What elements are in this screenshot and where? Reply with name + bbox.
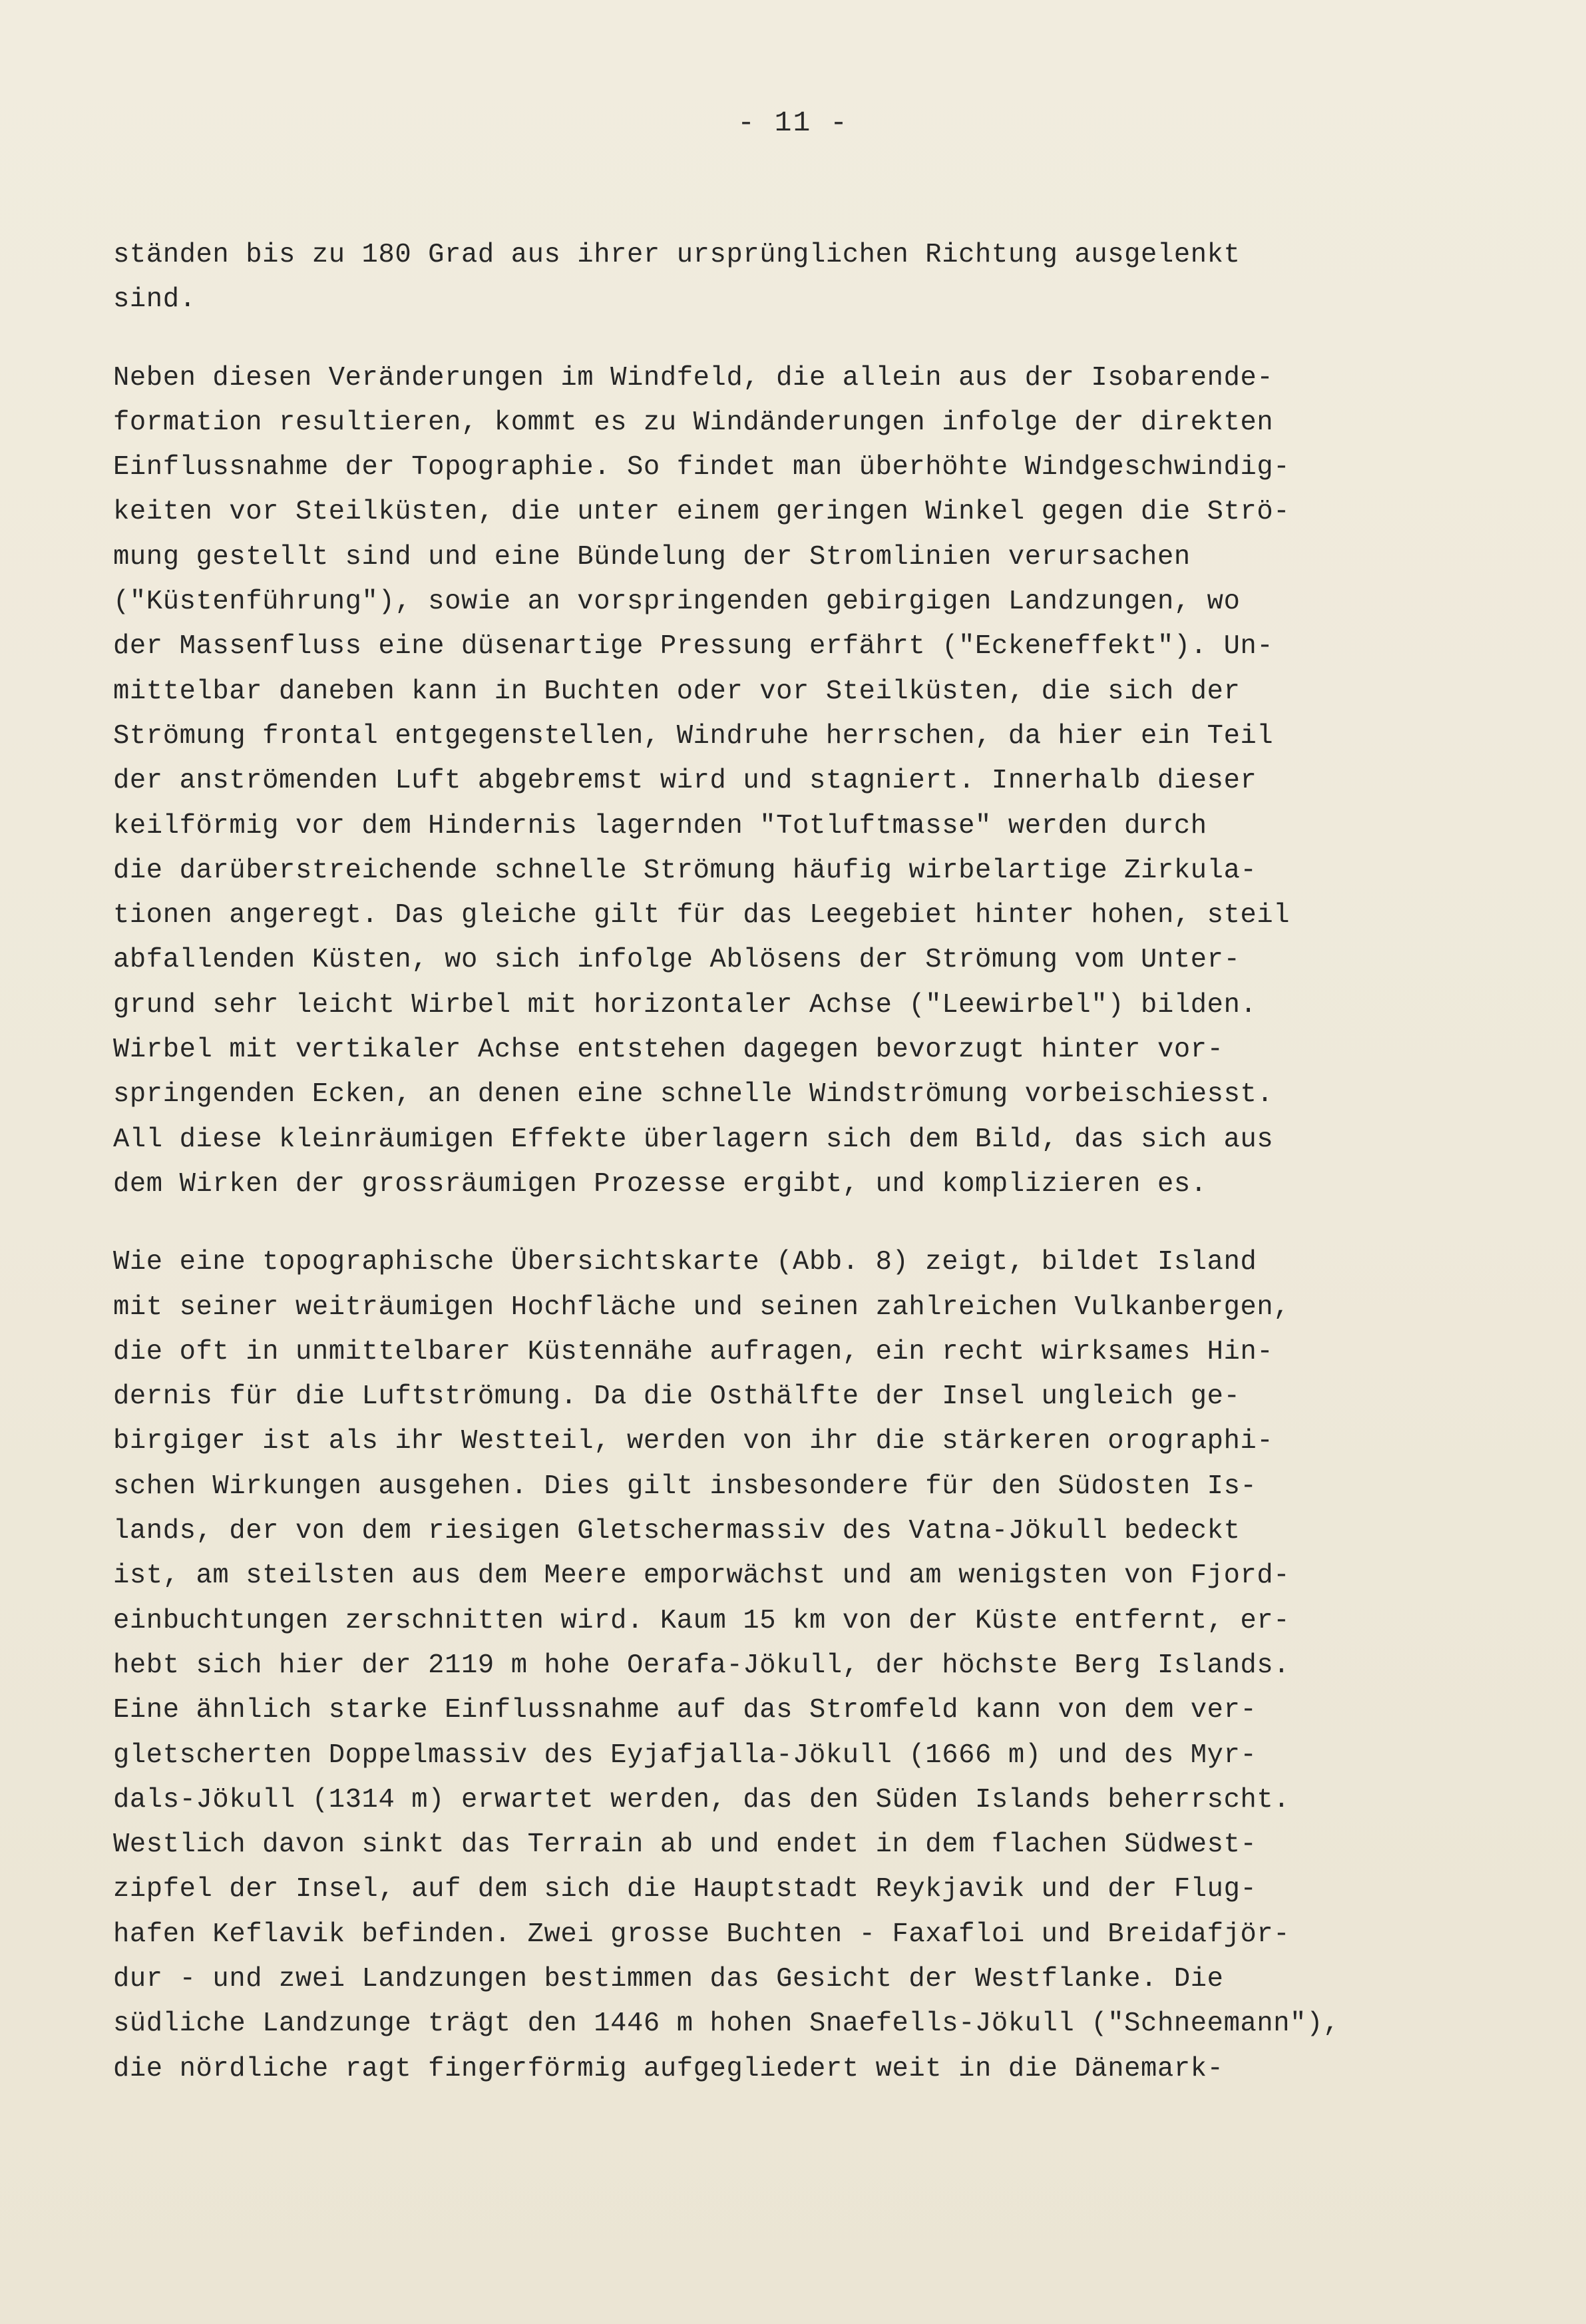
text-line: grund sehr leicht Wirbel mit horizontaler Achse ("Leewirbel") bilden. — [113, 989, 1257, 1021]
text-line: schen Wirkungen ausgehen. Dies gilt insbesondere für den Südosten Is- — [113, 1471, 1257, 1502]
text-line: mittelbar daneben kann in Buchten oder vor Steilküsten, die sich der — [113, 676, 1241, 707]
page-number: - 11 - — [737, 107, 849, 139]
text-line: die oft in unmittelbarer Küstennähe aufragen, ein recht wirksames Hin- — [113, 1336, 1274, 1367]
paragraph-gap — [113, 323, 1471, 356]
text-line: zipfel der Insel, auf dem sich die Hauptstadt Reykjavik und der Flug- — [113, 1874, 1257, 1905]
text-line: springenden Ecken, an denen eine schnelle Windströmung vorbeischiesst. — [113, 1079, 1274, 1110]
text-line: Westlich davon sinkt das Terrain ab und endet in dem flachen Südwest- — [113, 1829, 1257, 1861]
text-line: lands, der von dem riesigen Gletschermassiv des Vatna-Jökull bedeckt — [113, 1516, 1241, 1547]
text-line: Strömung frontal entgegenstellen, Windruhe herrschen, da hier ein Teil — [113, 720, 1274, 752]
text-line: dals-Jökull (1314 m) erwartet werden, das den Süden Islands beherrscht. — [113, 1784, 1290, 1815]
paragraph-2 — [113, 356, 1471, 1208]
paragraph-3 — [113, 1240, 1471, 2092]
text-line: mit seiner weiträumigen Hochfläche und seinen zahlreichen Vulkanbergen, — [113, 1291, 1290, 1323]
text-line: sind. — [113, 284, 196, 316]
text-line: tionen angeregt. Das gleiche gilt für das Leegebiet hinter hohen, steil — [113, 900, 1290, 931]
text-line: hafen Keflavik befinden. Zwei grosse Buchten - Faxafloi und Breidafjör- — [113, 1919, 1290, 1950]
text-line: die nördliche ragt fingerförmig aufgegliedert weit in die Dänemark- — [113, 2053, 1224, 2084]
text-line: gletscherten Doppelmassiv des Eyjafjalla-Jökull (1666 m) und des Myr- — [113, 1740, 1257, 1771]
text-line: keilförmig vor dem Hindernis lagernden "Totluftmasse" werden durch — [113, 810, 1207, 841]
text-line: Eine ähnlich starke Einflussnahme auf das Stromfeld kann von dem ver- — [113, 1695, 1257, 1726]
text-line: dem Wirken der grossräumigen Prozesse ergibt, und komplizieren es. — [113, 1168, 1207, 1200]
text-line: hebt sich hier der 2119 m hohe Oerafa-Jökull, der höchste Berg Islands. — [113, 1650, 1290, 1681]
text-line: Neben diesen Veränderungen im Windfeld, die allein aus der Isobarende- — [113, 362, 1274, 393]
body-text — [113, 233, 1471, 2092]
paragraph-gap — [113, 1207, 1471, 1240]
paragraph-1 — [113, 233, 1471, 323]
text-line: der Massenfluss eine düsenartige Pressung erfährt ("Eckeneffekt"). Un- — [113, 631, 1274, 662]
text-line: einbuchtungen zerschnitten wird. Kaum 15 km von der Küste entfernt, er- — [113, 1605, 1290, 1636]
text-line: abfallenden Küsten, wo sich infolge Ablösens der Strömung vom Unter- — [113, 945, 1241, 976]
text-line: ständen bis zu 180 Grad aus ihrer ursprünglichen Richtung ausgelenkt — [113, 240, 1241, 270]
text-line: keiten vor Steilküsten, die unter einem geringen Winkel gegen die Strö- — [113, 497, 1290, 528]
text-line: dur - und zwei Landzungen bestimmen das Gesicht der Westflanke. Die — [113, 1963, 1224, 1994]
text-line: ("Küstenführung"), sowie an vorspringenden gebirgigen Landzungen, wo — [113, 586, 1241, 618]
text-line: Einflussnahme der Topographie. So findet man überhöhte Windgeschwindig- — [113, 452, 1290, 483]
text-line: Wirbel mit vertikaler Achse entstehen dagegen bevorzugt hinter vor- — [113, 1035, 1224, 1066]
text-line: Wie eine topographische Übersichtskarte (Abb. 8) zeigt, bildet Island — [113, 1247, 1257, 1278]
text-line: die darüberstreichende schnelle Strömung häufig wirbelartige Zirkula- — [113, 855, 1257, 886]
text-line: ist, am steilsten aus dem Meere emporwächst und am wenigsten von Fjord- — [113, 1560, 1290, 1592]
text-line: südliche Landzunge trägt den 1446 m hohen Snaefells-Jökull ("Schneemann"), — [113, 2008, 1340, 2040]
text-line: formation resultieren, kommt es zu Windänderungen infolge der direkten — [113, 407, 1274, 438]
text-line: dernis für die Luftströmung. Da die Osthälfte der Insel ungleich ge- — [113, 1381, 1241, 1413]
text-line: mung gestellt sind und eine Bündelung der Stromlinien verursachen — [113, 541, 1191, 573]
text-line: der anströmenden Luft abgebremst wird und stagniert. Innerhalb dieser — [113, 766, 1257, 797]
text-line: birgiger ist als ihr Westteil, werden von ihr die stärkeren orographi- — [113, 1426, 1274, 1457]
text-line: All diese kleinräumigen Effekte überlagern sich dem Bild, das sich aus — [113, 1124, 1274, 1155]
